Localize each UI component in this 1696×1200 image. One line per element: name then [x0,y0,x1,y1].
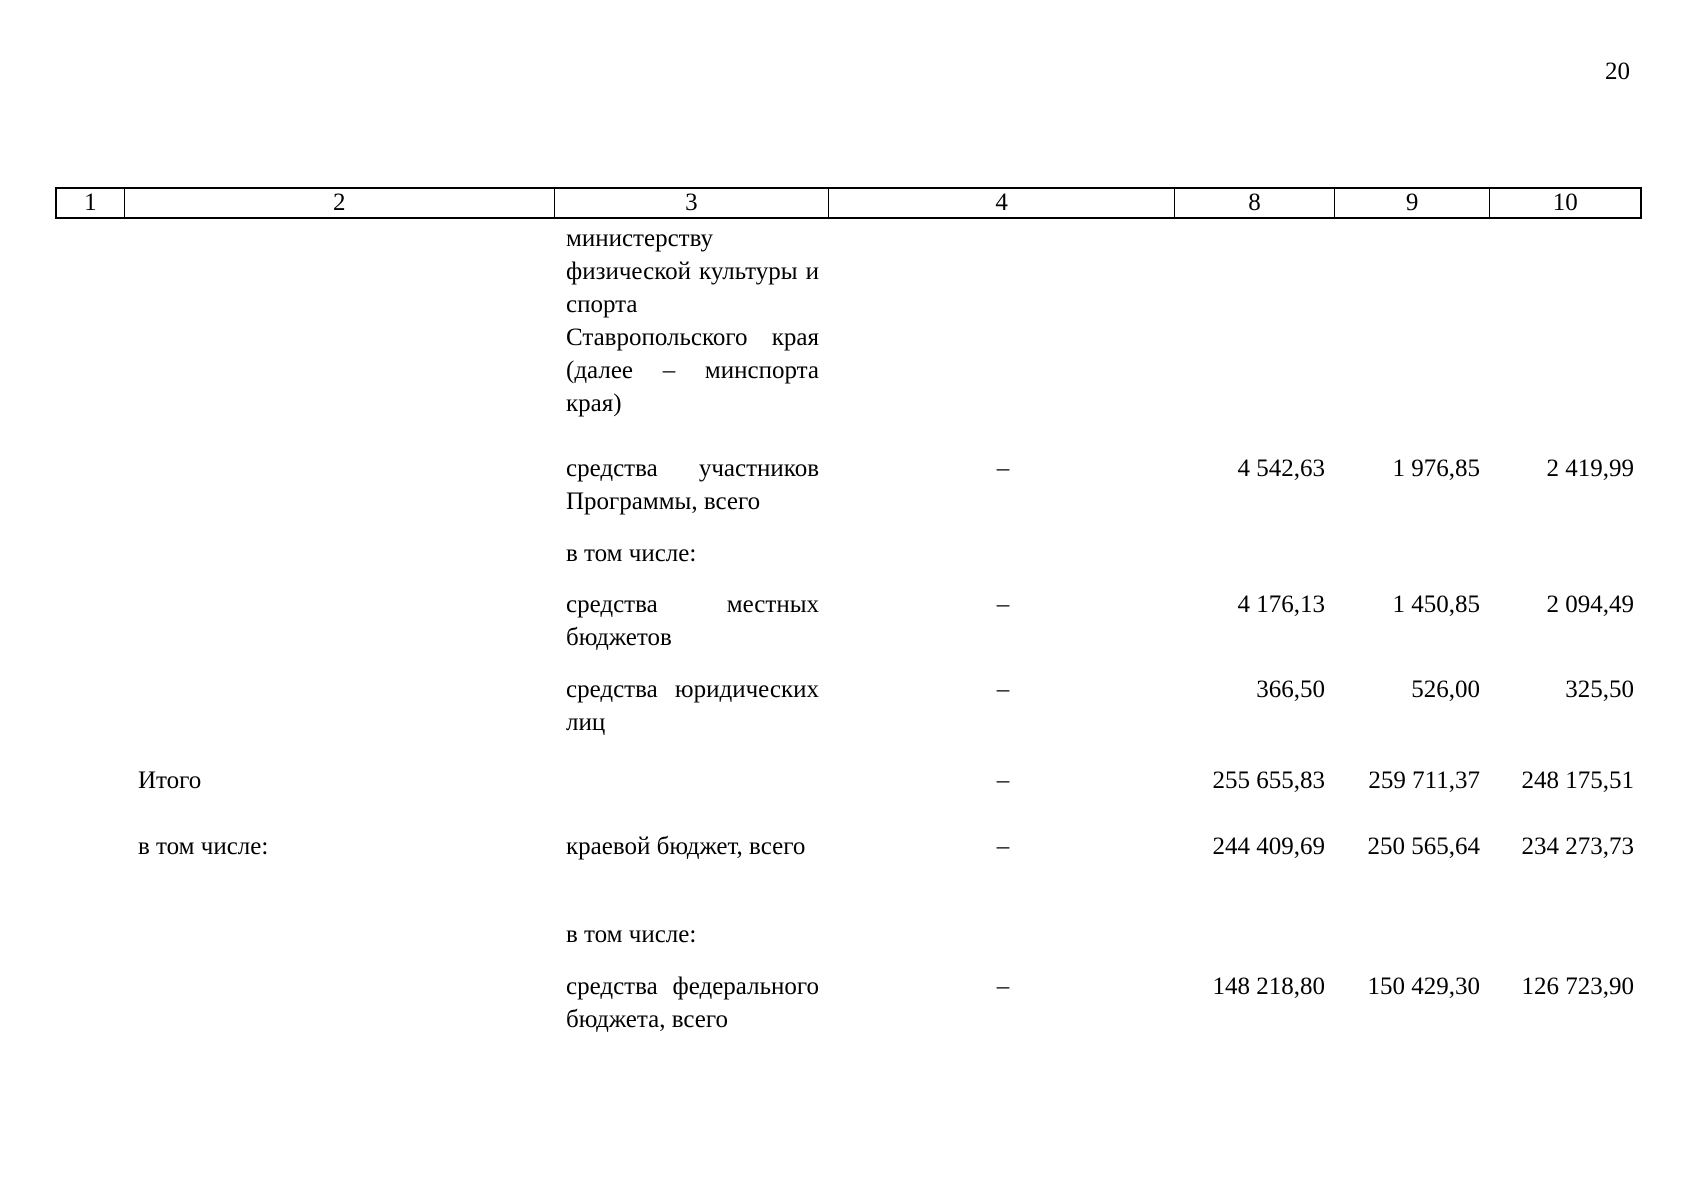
row-col9-value: 526,00 [1411,676,1480,703]
row-source-text: краевой бюджет, всего [566,833,806,860]
row-col10-value: 325,50 [1565,676,1634,703]
row-col10-value: 2 419,99 [1546,455,1634,482]
row-label-text: Итого [138,767,202,794]
row-col9-value: 150 429,30 [1367,973,1480,1000]
row-col4-value: – [996,591,1010,618]
row-source-text: в том числе: [566,921,697,948]
header-col-10: 10 [1552,189,1578,216]
page-number: 20 [1605,58,1630,85]
row-col8-value: 244 409,69 [1212,833,1325,860]
header-col-3: 3 [555,189,829,217]
row-source-text: министерству физической культуры и спорта Ставропольского края (далее – минспорта края) [566,225,819,417]
row-col4-value: – [996,455,1010,482]
row-col9-value: 259 711,37 [1368,767,1480,794]
row-col10-value: 126 723,90 [1521,973,1634,1000]
row-col4-value: – [996,973,1010,1000]
table-header [55,187,1642,219]
row-source-text: средства юридических лиц [566,676,819,736]
row-col8-value: 255 655,83 [1212,767,1325,794]
row-col4-value: – [996,676,1010,703]
row-col10-value: 2 094,49 [1546,591,1634,618]
row-col8-value: 4 542,63 [1237,455,1325,482]
header-col-2: 2 [125,189,555,217]
row-col8-value: 4 176,13 [1237,591,1325,618]
row-source-text: средства местных бюджетов [566,591,819,651]
row-col9-value: 1 976,85 [1392,455,1480,482]
row-label-text: в том числе: [138,833,269,860]
row-col10-value: 234 273,73 [1521,833,1634,860]
header-col-8: 8 [1175,189,1335,217]
header-col-1: 1 [57,189,125,217]
row-col9-value: 1 450,85 [1392,591,1480,618]
header-col-4: 4 [829,189,1175,217]
row-col8-value: 148 218,80 [1212,973,1325,1000]
header-col-9: 9 [1335,189,1491,217]
row-source-text: в том числе: [566,540,697,567]
row-col9-value: 250 565,64 [1367,833,1480,860]
row-source-text: средства федерального бюджета, всего [566,973,819,1033]
row-col4-value: – [996,767,1010,794]
row-col8-value: 366,50 [1256,676,1325,703]
row-source-text: средства участников Программы, всего [566,455,819,515]
row-col10-value: 248 175,51 [1521,767,1634,794]
row-col4-value: – [996,833,1010,860]
